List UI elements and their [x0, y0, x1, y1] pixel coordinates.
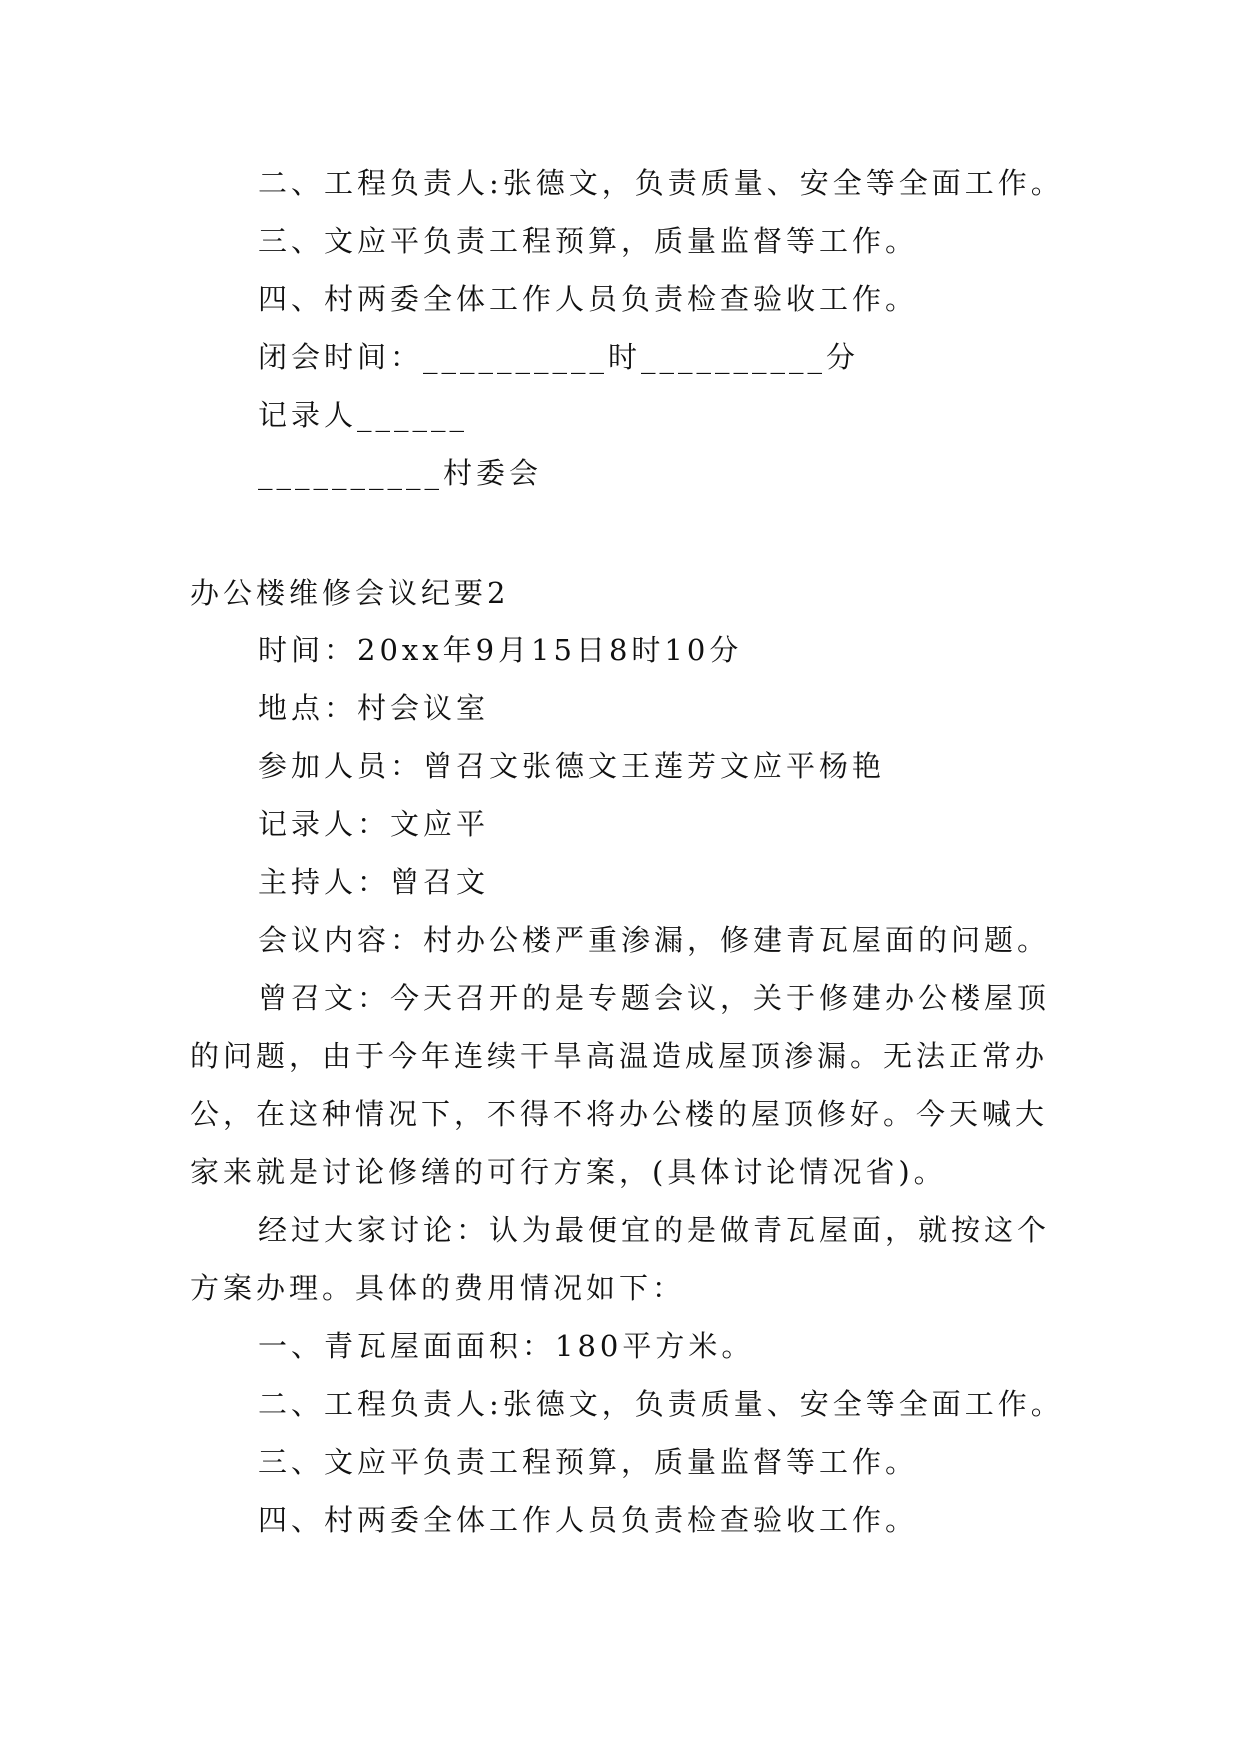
- speech-line-2: 的问题，由于今年连续干旱高温造成屋顶渗漏。无法正常办: [190, 1039, 1049, 1073]
- host-line: 主持人：曾召文: [258, 865, 490, 899]
- document-title: 办公楼维修会议纪要2: [190, 576, 510, 610]
- discussion-line-1: 经过大家讨论：认为最便宜的是做青瓦屋面，就按这个: [258, 1213, 1051, 1247]
- speech-line-1: 曾召文：今天召开的是专题会议，关于修建办公楼屋顶: [258, 981, 1051, 1015]
- content-line: 会议内容：村办公楼严重渗漏，修建青瓦屋面的问题。: [258, 923, 1051, 957]
- item-2-line-2: 二、工程负责人:张德文，负责质量、安全等全面工作。: [258, 1387, 1064, 1421]
- attendees-line: 参加人员：曾召文张德文王莲芳文应平杨艳: [258, 749, 886, 783]
- speech-line-4: 家来就是讨论修缮的可行方案，(具体讨论情况省)。: [190, 1155, 947, 1189]
- item-4-line-2: 四、村两委全体工作人员负责检查验收工作。: [258, 1503, 919, 1537]
- item-3-line: 三、文应平负责工程预算，质量监督等工作。: [258, 224, 919, 258]
- item-1-line-2: 一、青瓦屋面面积：180平方米。: [258, 1329, 755, 1363]
- signature-line: __________村委会: [258, 456, 543, 490]
- time-line: 时间：20xx年9月15日8时10分: [258, 633, 743, 667]
- discussion-line-2: 方案办理。具体的费用情况如下：: [190, 1271, 686, 1305]
- speech-line-3: 公，在这种情况下，不得不将办公楼的屋顶修好。今天喊大: [190, 1097, 1049, 1131]
- close-time-line: 闭会时间：__________时__________分: [258, 340, 860, 374]
- place-line: 地点：村会议室: [258, 691, 490, 725]
- recorder-line-2: 记录人：文应平: [258, 807, 490, 841]
- recorder-line: 记录人______: [258, 398, 469, 432]
- item-2-line: 二、工程负责人:张德文，负责质量、安全等全面工作。: [258, 166, 1064, 200]
- item-4-line: 四、村两委全体工作人员负责检查验收工作。: [258, 282, 919, 316]
- item-3-line-2: 三、文应平负责工程预算，质量监督等工作。: [258, 1445, 919, 1479]
